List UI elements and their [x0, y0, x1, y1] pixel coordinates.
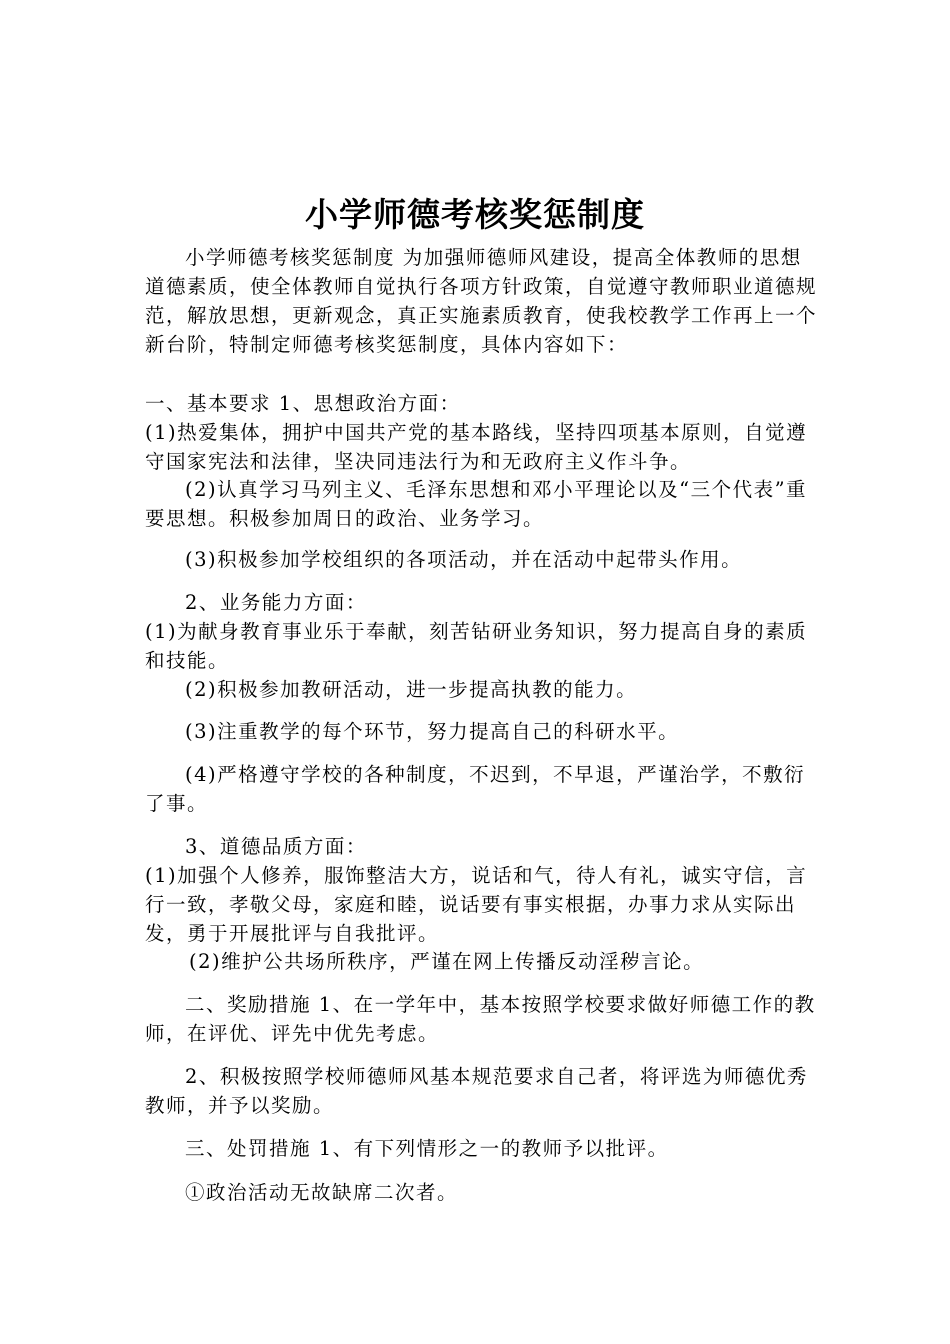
paragraph-political-3: (3)积极参加学校组织的各项活动，并在活动中起带头作用。: [185, 548, 743, 571]
paragraph-political-1: (1)热爱集体，拥护中国共产党的基本路线，坚持四项基本原则，自觉遵守国家宪法和法律，坚决同违法行为和无政府主义作斗争。: [145, 421, 808, 473]
paragraph-business-heading: 2、业务能力方面：: [185, 591, 367, 614]
paragraph-political-2: (2)认真学习马列主义、毛泽东思想和邓小平理论以及“三个代表”重要思想。积极参加周日的政治、业务学习。: [145, 478, 808, 530]
paragraph-moral-heading: 3、道德品质方面：: [185, 835, 367, 858]
paragraph-basic-requirements: 一、基本要求 1、思想政治方面：: [145, 392, 461, 415]
paragraph-moral-1: (1)加强个人修养，服饰整洁大方，说话和气，待人有礼，诚实守信，言行一致，孝敬父母，家庭和睦，说话要有事实根据，办事力求从实际出发，勇于开展批评与自我批评。: [145, 864, 808, 945]
paragraph-rewards: 二、奖励措施 1、在一学年中，基本按照学校要求做好师德工作的教师，在评优、评先中优先考虑。: [145, 993, 816, 1045]
paragraph-business-4: (4)严格遵守学校的各种制度，不迟到，不早退，严谨治学，不敷衍了事。: [145, 763, 806, 815]
paragraph-business-2: (2)积极参加教研活动，进一步提高执教的能力。: [185, 678, 638, 701]
document-title: 小学师德考核奖惩制度: [305, 195, 645, 234]
paragraph-business-3: (3)注重教学的每个环节，努力提高自己的科研水平。: [185, 720, 680, 743]
paragraph-penalties: 三、处罚措施 1、有下列情形之一的教师予以批评。: [185, 1137, 669, 1160]
paragraph-moral-2: (2)维护公共场所秩序，严谨在网上传播反动淫秽言论。: [189, 950, 705, 973]
paragraph-penalties-1: ①政治活动无故缺席二次者。: [185, 1181, 459, 1204]
paragraph-rewards-2: 2、积极按照学校师德师风基本规范要求自己者，将评选为师德优秀教师，并予以奖励。: [145, 1065, 808, 1117]
paragraph-business-1: (1)为献身教育事业乐于奉献，刻苦钻研业务知识，努力提高自身的素质和技能。: [145, 620, 808, 672]
paragraph-intro: 小学师德考核奖惩制度 为加强师德师风建设，提高全体教师的思想道德素质，使全体教师自觉执行各项方针政策，自觉遵守教师职业道德规范，解放思想，更新观念，真正实施素质教育，使我校教学工作再上一个新台阶，特制定师德考核奖惩制度，具体内容如下：: [145, 246, 818, 356]
